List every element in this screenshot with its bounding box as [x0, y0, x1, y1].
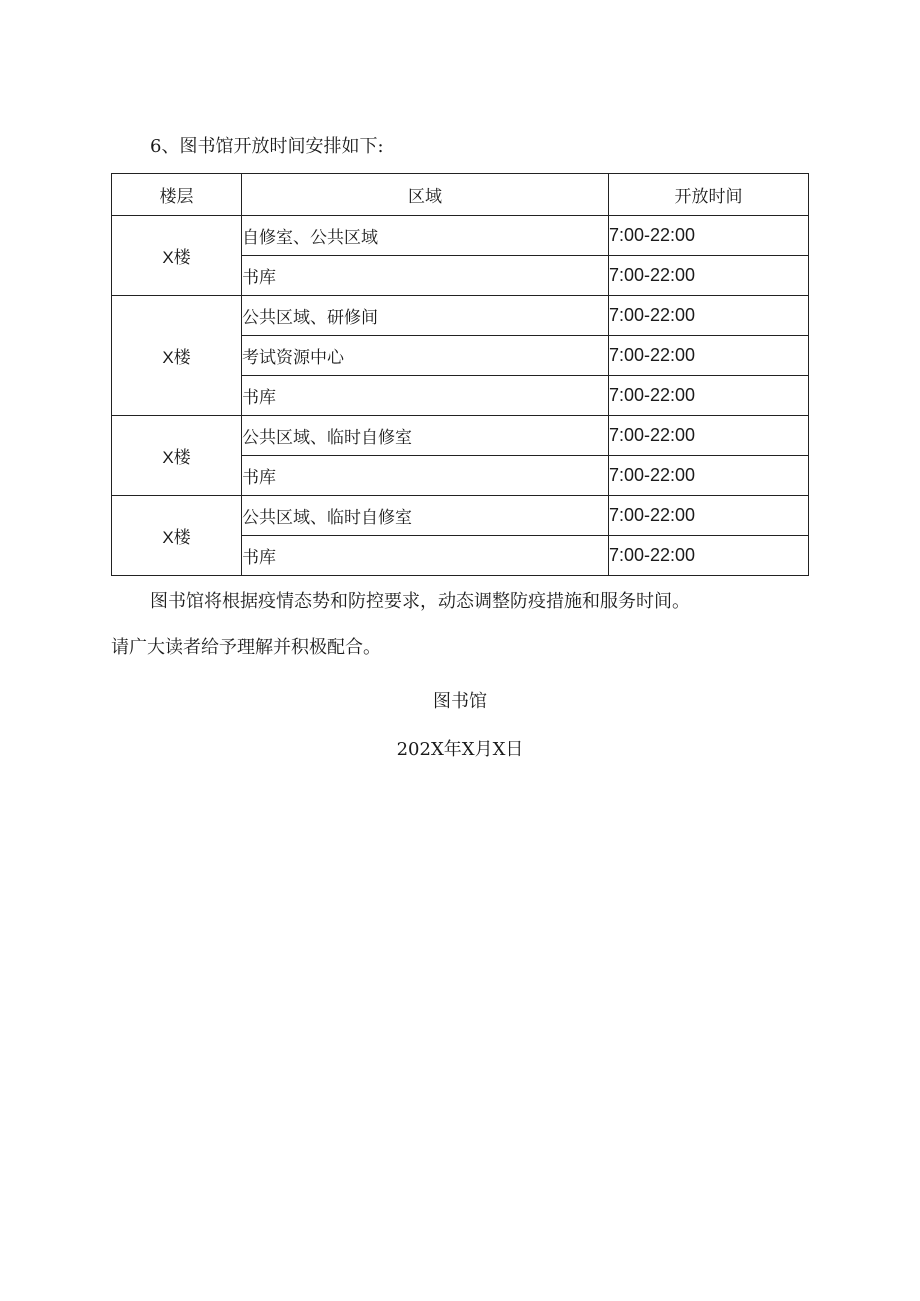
- area-cell: 自修室、公共区域: [242, 216, 609, 256]
- area-cell: 公共区域、临时自修室: [242, 496, 609, 536]
- signature-date: 202X年X月X日: [396, 739, 524, 760]
- signature-organization: 图书馆: [433, 691, 487, 712]
- column-header-floor: 楼层: [112, 174, 242, 216]
- area-cell: 书库: [242, 376, 609, 416]
- area-cell: 公共区域、临时自修室: [242, 416, 609, 456]
- floor-cell: X楼: [112, 216, 242, 296]
- hours-cell: 7:00-22:00: [609, 536, 809, 576]
- hours-cell: 7:00-22:00: [609, 216, 809, 256]
- hours-cell: 7:00-22:00: [609, 456, 809, 496]
- table-row: [112, 496, 809, 536]
- hours-cell: 7:00-22:00: [609, 256, 809, 296]
- table-row: [112, 296, 809, 336]
- column-header-hours: 开放时间: [609, 174, 809, 216]
- notice-paragraph-continued: 请广大读者给予理解并积极配合。: [111, 637, 381, 658]
- floor-cell: X楼: [112, 296, 242, 416]
- table-header-row: [112, 174, 809, 216]
- section-heading: 6、图书馆开放时间安排如下:: [150, 136, 384, 157]
- area-cell: 考试资源中心: [242, 336, 609, 376]
- area-cell: 书库: [242, 456, 609, 496]
- table-row: [112, 216, 809, 256]
- area-cell: 公共区域、研修间: [242, 296, 609, 336]
- hours-cell: 7:00-22:00: [609, 296, 809, 336]
- table-row: [112, 416, 809, 456]
- hours-cell: 7:00-22:00: [609, 376, 809, 416]
- hours-cell: 7:00-22:00: [609, 416, 809, 456]
- opening-hours-table: [111, 173, 809, 576]
- hours-cell: 7:00-22:00: [609, 336, 809, 376]
- notice-paragraph: 图书馆将根据疫情态势和防控要求，动态调整防疫措施和服务时间。: [150, 591, 690, 612]
- area-cell: 书库: [242, 536, 609, 576]
- area-cell: 书库: [242, 256, 609, 296]
- column-header-area: 区域: [242, 174, 609, 216]
- floor-cell: X楼: [112, 496, 242, 576]
- hours-cell: 7:00-22:00: [609, 496, 809, 536]
- floor-cell: X楼: [112, 416, 242, 496]
